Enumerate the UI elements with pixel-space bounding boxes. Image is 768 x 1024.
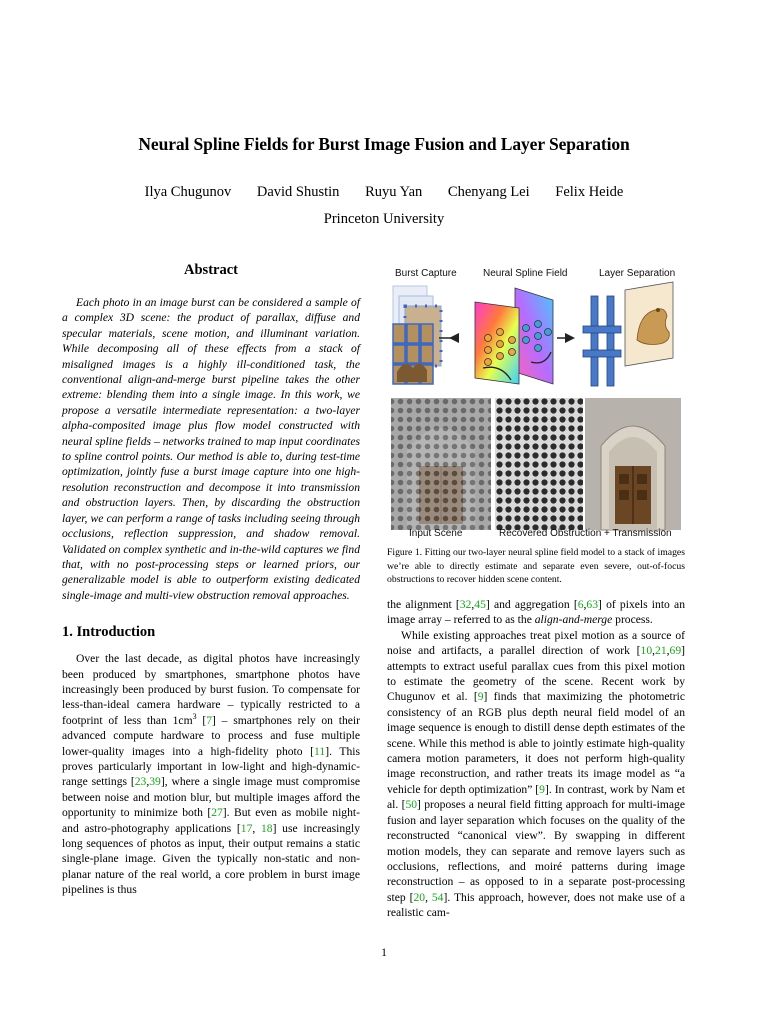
paper-title: Neural Spline Fields for Burst Image Fusion and Layer Separation [138,134,630,154]
citation-link[interactable]: 7 [206,713,213,727]
left-column [62,262,360,898]
figure-label-neural-spline-field: Neural Spline Field [483,268,568,279]
author-name: Ilya Chugunov [144,184,232,200]
citation-link[interactable]: 18 [260,821,273,835]
burst-capture-stack [393,286,441,384]
layer-separation [583,282,673,386]
figure-label-layer-separation: Layer Separation [599,268,676,279]
citation-link[interactable]: 54 [431,890,444,904]
figure-label-recovered: Recovered Obstruction + Transmission [499,528,672,539]
citation-link[interactable]: 32 [459,598,472,611]
figure-label-input-scene: Input Scene [409,528,463,539]
abstract-text: Each photo in an image burst can be considered a sample of a complex 3D scene: the product of parallax, diffuse and specular materials, scene motion, and illuminant variation. While decomposing all of these effects from a stack of misaligned images is a highly ill-conditioned task, the conventional align-and-merge burst pipeline takes the other extreme: blending them into a single image. In this work, we propose a versatile intermediate representation: a two-layer alpha-composited image plus flow model constructed with neural spline fields – networks trained to map input coordinates to spline control points. Our method is able to, during test-time optimization, jointly fuse a burst image capture into one high-resolution reconstruction and decompose it into transmission and obstruction layers. Then, by discarding the obstruction layer, we can perform a range of tasks including seeing through occlusions, reflection suppression, and shadow removal. Validated on complex synthetic and in-the-wild captures we find that, with no post-processing steps or learned priors, our generalizable model is able to outperform existing dedicated single-image and multi-view obstruction removal approaches. [62,296,360,602]
figure-1 [387,262,685,542]
citation-link[interactable]: 23 [134,775,147,789]
citation-link[interactable]: 39 [149,775,161,789]
author-name: David Shustin [256,184,340,200]
citation-link[interactable]: 69 [669,644,682,658]
citation-link[interactable]: 50 [405,798,418,812]
abstract-heading: Abstract [184,262,238,278]
citation-link[interactable]: 9 [477,690,484,704]
intro-paragraph: Over the last decade, as digital photos have increasingly been produced by smartphones, smartphone photos have increasingly been produced by burst fusion. To compensate for less-than-ideal camera hardware – typically restricted to a footprint of less than $1cm^3$ [7] – smartphones rely on their advanced compute hardware to process and fuse multiple lower-quality images into a high-fidelity photo [11]. This proves particularly important in low-light and high-dynamic-range settings [23,39], where a single image must compromise between noise and motion blur, but multiple images afford the opportunity to minimize both [27]. But even as mobile night- and astro-photography applications [17, 18] use increasingly long sequences of photos as input, their output remains a static single-plane image. Given the typically non-static and non-planar nature of the real world, a core problem in burst image pipelines is thus [62,652,360,897]
citation-link[interactable]: 20 [413,890,426,904]
citation-link[interactable]: 17 [240,821,253,835]
page-number: 1 [381,946,387,959]
citation-link[interactable]: 10 [640,644,653,658]
author-list [0,184,768,201]
body-paragraph: While existing approaches treat pixel motion as a source of noise and artifacts, a parallel direction of work [10,21,69] attempts to extract useful parallax cues from this pixel motion to estimate the geometry of the scene. Recent work by Chugunov et al. [9] finds that maximizing the photometric consistency of an RGB plus depth neural field model of an image sequence is enough to distill dense depth estimates of the scene. While this method is able to jointly estimate high-quality camera motion parameters, it does not perform high-quality image reconstruction, and rather treats its image model as “a vehicle for depth optimization” [9]. In contrast, work by Nam et al. [50] proposes a neural field fitting approach for multi-image fusion and layer separation which focuses on the quality of the reconstructed “canonical view”. By swapping in different motion models, they can separate and remove layers such as occlusions, reflections, and moiré patterns during image reconstruction – as opposed to in a separate post-processing step [20, 54]. This approach, however, does not make use of a realistic cam- [387,628,686,920]
citation-link[interactable]: 11 [314,744,326,758]
citation-link[interactable]: 27 [211,806,223,820]
citation-link[interactable]: 63 [586,598,598,611]
figure-label-burst-capture: Burst Capture [395,268,457,279]
citation-link[interactable]: 45 [474,598,486,611]
author-name: Ruyu Yan [365,184,423,200]
recovered-obstruction-photo [495,398,583,530]
figure-caption: Figure 1. Fitting our two-layer neural spline field model to a stack of images we’re able to directly estimate and separate even severe, out-of-focus obstructions to recover hidden scene content. [387,547,685,586]
recovered-transmission-photo [585,398,681,530]
input-scene-photo [391,398,491,530]
right-column [387,597,685,921]
body-paragraph: the alignment [32,45] and aggregation [6,63] of pixels into an image array – referred to as the align-and-merge process. [387,598,685,627]
citation-link[interactable]: 9 [539,782,545,796]
affiliation: Princeton University [323,211,445,227]
neural-spline-field [475,288,553,384]
author-name: Felix Heide [555,184,624,200]
citation-link[interactable]: 6 [577,598,584,611]
figure-illustration [387,280,685,542]
section-heading-introduction: 1. Introduction [62,624,156,641]
citation-link[interactable]: 21 [655,644,667,658]
author-name: Chenyang Lei [447,184,530,200]
